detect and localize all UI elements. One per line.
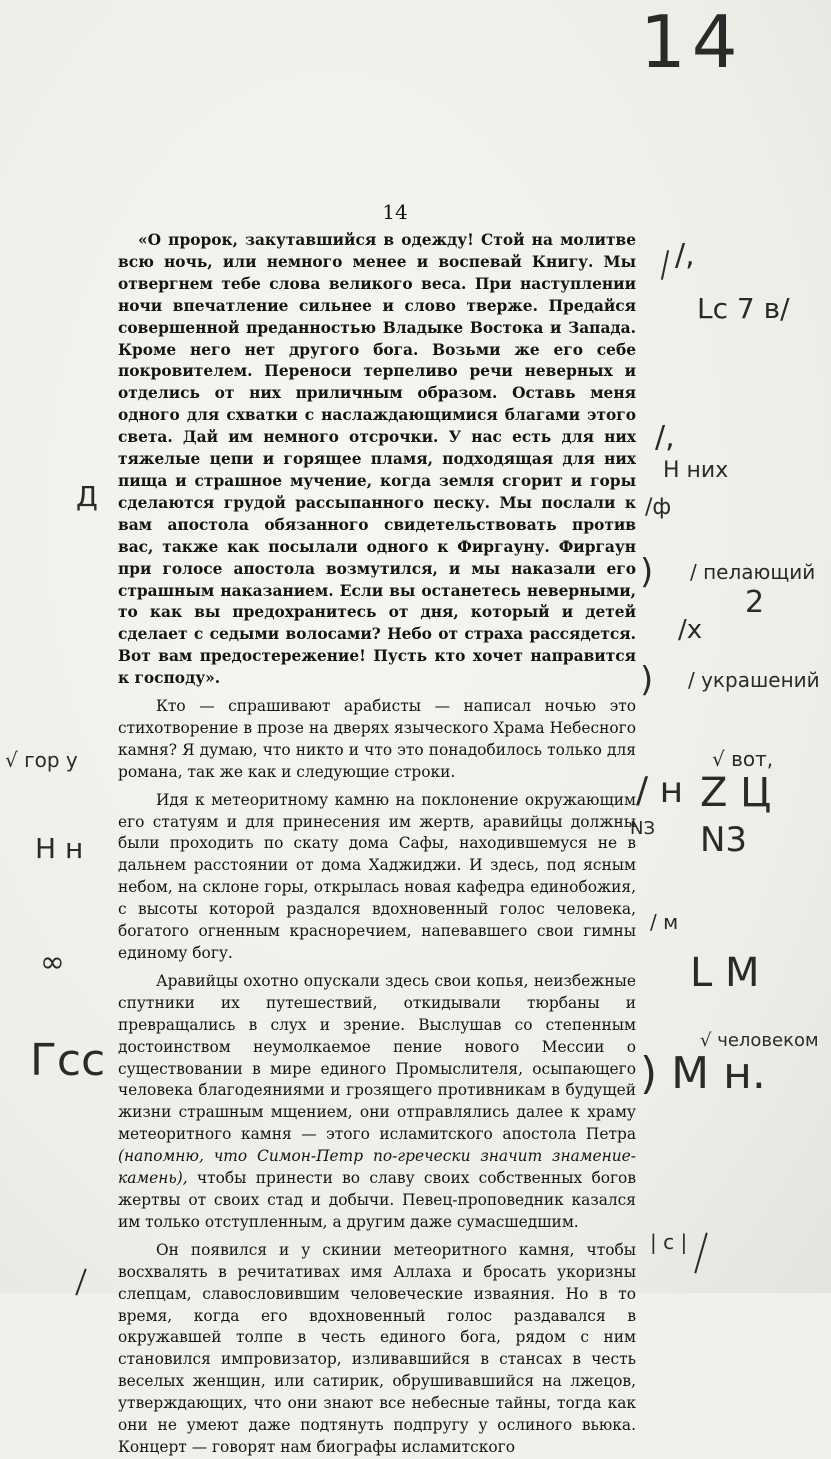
margin-annotation: Д xyxy=(76,480,98,513)
margin-annotation: / пелающий xyxy=(690,560,816,584)
paragraph-text: чтобы принести во славу своих собственных богов жертвы от своих стад и добычи. Певец-проповедник казался им только отступленным, а другим даже сумасшедшим. xyxy=(118,1169,636,1231)
margin-annotation: /, xyxy=(655,420,675,455)
margin-annotation: L М xyxy=(690,950,760,996)
handwritten-folio-number: 14 xyxy=(640,0,744,84)
paragraph xyxy=(118,971,636,1234)
pen-stroke xyxy=(694,1233,707,1274)
margin-annotation: NЗ xyxy=(630,818,656,839)
quote-paragraph: «О пророк, закутавшийся в одежду! Стой на молитве всю ночь, или немного менее и воспевай Книгу. Мы отвергнем тебе слова великого веса. При наступлении ночи впечатление сильнее и слово тверже. Предайся совершенной преданностью Владыке Востока и Запада. Кроме него нет другого бога. Возьми же его себе покровителем. Переноси терпеливо речи неверных и отделись от них приличным образом. Оставь меня одного для схватки с наслаждающимися благами этого света. Дай им немного отсрочки. У нас есть для них тяжелые цепи и горящее пламя, подходящая для них пища и страшное мучение, когда земля сгорит и горы сделаются грудой рассыпанного песку. Мы послали к вам апостола обязанного свидетельствовать против вас, также как посылали одного к Фиргауну. Фиргаун при голосе апостола возмутился, и мы наказали его страшным наказанием. Если вы останетесь неверными, то как вы предохранитесь от дня, который и детей сделает с седыми волосами? Небо от страха рассядется. Вот вам предостережение! Пусть кто хочет направится к господу». xyxy=(118,231,636,688)
pen-stroke xyxy=(661,250,669,280)
paragraph: Кто — спрашивают арабисты — написал ночью это стихотворение в прозе на дверях языческого Храма Небесного камня? Я думаю, что никто и что это понадобилось только для романа, так же как и следующие строки. xyxy=(118,697,636,781)
margin-annotation: Lc 7 в/ xyxy=(697,292,790,325)
margin-annotation: N3 xyxy=(700,820,748,860)
margin-annotation: √ гор у xyxy=(5,748,78,772)
paragraph-text: Аравийцы охотно опускали здесь свои копья, неизбежные спутники их путешествий, откидывали тюрбаны и превращались в слух и зрение. Выслушав со степенным достоинством неумолкаемое пение нового Мессии о существовании в мире единого Промыслителя, осыпающего человека благодеяниями и грозящего противникам в будущей жизни страшным мщением, они отправлялись далее к храму метеоритного камня — этого исламитского апостола Петра xyxy=(118,971,636,1144)
margin-annotation: Гсс xyxy=(30,1035,106,1086)
margin-annotation: ) xyxy=(640,660,654,700)
margin-annotation: Н них xyxy=(663,458,729,483)
margin-annotation: ) xyxy=(640,552,654,592)
margin-annotation: / украшений xyxy=(688,668,820,692)
margin-annotation: /, xyxy=(675,238,695,273)
margin-annotation: / м xyxy=(650,910,679,934)
margin-annotation: Н н xyxy=(35,832,84,865)
margin-annotation: / н xyxy=(636,770,684,811)
page-number: 14 xyxy=(382,200,408,224)
paragraph: Идя к метеоритному камню на поклонение окружающим его статуям и для принесения им жертв, аравийцы должны были проходить по скату дома Сафы, находившемуся не в дальнем расстоянии от дома Хаджиджи. И здесь, под ясным небом, на склоне горы, открылась новая кафедра единобожия, с высоты которой раздался вдохновенный голос человека, богатого огненным красноречием, напевавшего свои гимны единому богу. xyxy=(118,790,636,962)
margin-annotation: Z Ц xyxy=(700,770,772,816)
margin-annotation: /ф xyxy=(645,495,672,520)
italic-note: (напомню, что Симон-Петр по-гречески значит знамение-камень), xyxy=(118,1147,636,1188)
margin-annotation: √ человеком xyxy=(700,1030,819,1051)
pen-stroke xyxy=(75,1269,86,1296)
margin-annotation: /х xyxy=(678,615,703,645)
margin-annotation: | с | xyxy=(650,1230,688,1254)
margin-annotation: √ вот, xyxy=(712,747,774,771)
margin-annotation: ) М н. xyxy=(640,1048,766,1099)
body-text xyxy=(118,230,636,1459)
margin-annotation: 2 xyxy=(745,585,765,620)
paragraph: Он появился и у скинии метеоритного камня, чтобы восхвалять в речитативах имя Аллаха и бросать укоризны слепцам, славословившим человеческие изваяния. Но в то время, когда его вдохновенный голос раздавался в окружавшей толпе в честь единого бога, рядом с ним становился импровизатор, изливавшийся в стансах в честь веселых женщин, или сатирик, обрушивавшийся на лжецов, утверждающих, что они знают все небесные тайны, тогда как они не умеют даже подтянуть подпругу у ослиного вьюка. Концерт — говорят нам биографы исламитского xyxy=(118,1240,636,1456)
margin-annotation: ∞ xyxy=(40,945,65,980)
